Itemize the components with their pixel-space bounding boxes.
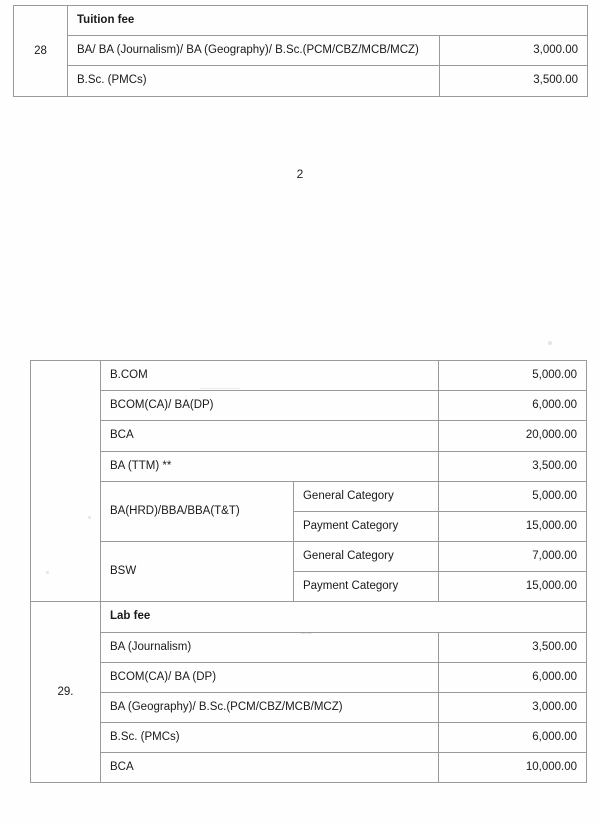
program-label: B.Sc. (PMCs) bbox=[101, 723, 439, 753]
fee-amount: 3,500.00 bbox=[440, 66, 588, 96]
program-label: BCOM(CA)/ BA (DP) bbox=[101, 662, 439, 692]
table-row bbox=[31, 542, 587, 572]
row-number bbox=[31, 361, 101, 602]
program-label: BCOM(CA)/ BA(DP) bbox=[101, 391, 439, 421]
fee-amount: 3,500.00 bbox=[439, 632, 587, 662]
table-row bbox=[31, 632, 587, 662]
fee-details-table bbox=[30, 360, 587, 783]
fee-amount: 6,000.00 bbox=[439, 391, 587, 421]
fee-amount: 10,000.00 bbox=[439, 753, 587, 783]
program-label: BCA bbox=[101, 421, 439, 451]
fee-amount: 3,000.00 bbox=[439, 692, 587, 722]
table-row bbox=[14, 6, 588, 36]
table-row bbox=[14, 36, 588, 66]
tuition-fee-table-body bbox=[14, 6, 588, 97]
category-label: General Category bbox=[293, 542, 438, 572]
program-label: BA (TTM) ** bbox=[101, 451, 439, 481]
fee-amount: 20,000.00 bbox=[439, 421, 587, 451]
category-label: Payment Category bbox=[293, 572, 438, 602]
table-row bbox=[31, 602, 587, 632]
fee-amount: 6,000.00 bbox=[439, 723, 587, 753]
table-row bbox=[31, 481, 587, 511]
table-row bbox=[31, 753, 587, 783]
table-row bbox=[31, 451, 587, 481]
page-number: 2 bbox=[296, 167, 304, 181]
table-row bbox=[14, 66, 588, 96]
fee-amount: 7,000.00 bbox=[439, 542, 587, 572]
table-row bbox=[31, 692, 587, 722]
program-label: BA(HRD)/BBA/BBA(T&T) bbox=[101, 481, 294, 541]
section-title: Lab fee bbox=[101, 602, 587, 632]
fee-details-table-body bbox=[31, 361, 587, 783]
program-label: B.COM bbox=[101, 361, 439, 391]
fee-amount: 15,000.00 bbox=[439, 511, 587, 541]
table-row bbox=[31, 391, 587, 421]
program-label: BA (Geography)/ B.Sc.(PCM/CBZ/MCB/MCZ) bbox=[101, 692, 439, 722]
fee-amount: 15,000.00 bbox=[439, 572, 587, 602]
row-number: 28 bbox=[14, 6, 68, 97]
table-row bbox=[31, 723, 587, 753]
fee-amount: 5,000.00 bbox=[439, 361, 587, 391]
scan-speck bbox=[548, 341, 552, 345]
table-row bbox=[31, 662, 587, 692]
fee-amount: 6,000.00 bbox=[439, 662, 587, 692]
scan-smudge: ~~ bbox=[300, 628, 313, 638]
tuition-fee-table bbox=[13, 5, 588, 97]
program-label: BSW bbox=[101, 542, 294, 602]
program-label: BA/ BA (Journalism)/ BA (Geography)/ B.Sc.(PCM/CBZ/MCB/MCZ) bbox=[68, 36, 440, 66]
fee-amount: 3,500.00 bbox=[439, 451, 587, 481]
table-row bbox=[31, 421, 587, 451]
program-label: BCA bbox=[101, 753, 439, 783]
program-label: B.Sc. (PMCs) bbox=[68, 66, 440, 96]
section-title: Tuition fee bbox=[68, 6, 588, 36]
program-label: BA (Journalism) bbox=[101, 632, 439, 662]
row-number: 29. bbox=[31, 602, 101, 783]
category-label: General Category bbox=[293, 481, 438, 511]
table-row bbox=[31, 361, 587, 391]
fee-amount: 5,000.00 bbox=[439, 481, 587, 511]
category-label: Payment Category bbox=[293, 511, 438, 541]
fee-amount: 3,000.00 bbox=[440, 36, 588, 66]
